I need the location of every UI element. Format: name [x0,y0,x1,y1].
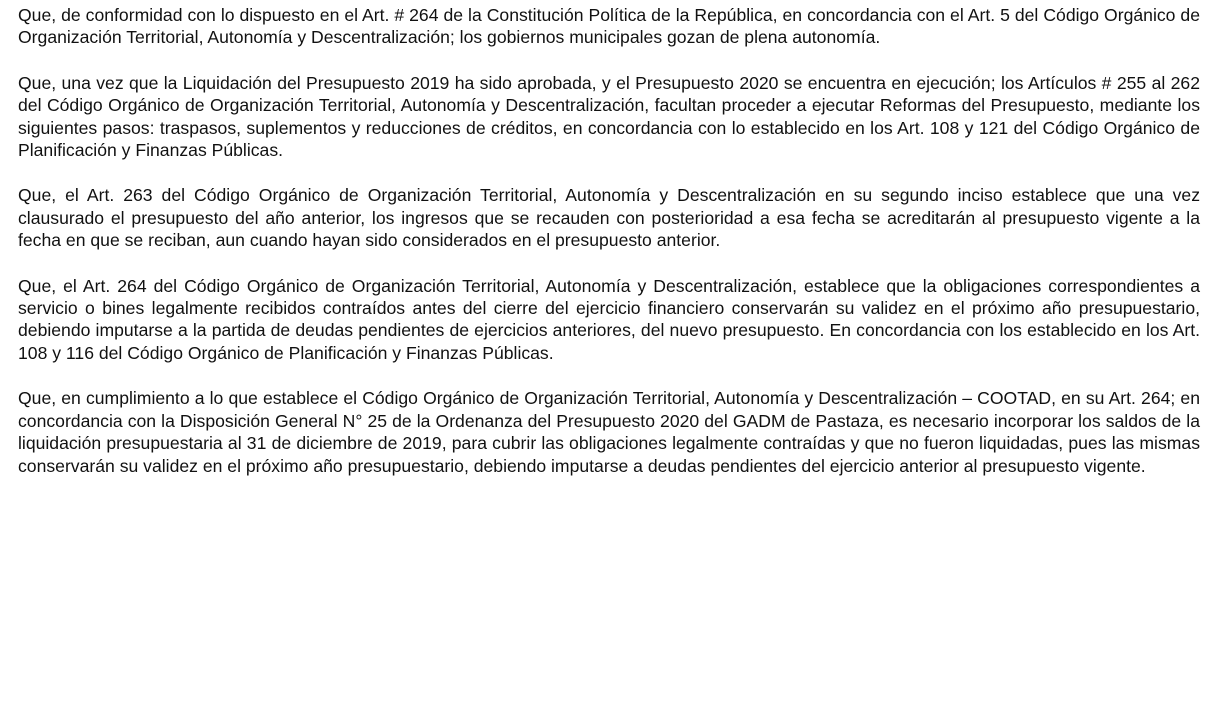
paragraph-autonomia: Que, de conformidad con lo dispuesto en el Art. # 264 de la Constitución Política de la República, en concordancia con el Art. 5 del Código Orgánico de Organización Territorial, Autonomía y Descentralización; los gobiernos municipales gozan de plena autonomía. [18,5,1200,48]
paragraph-reformas-presupuesto: Que, una vez que la Liquidación del Presupuesto 2019 ha sido aprobada, y el Presupuesto 2020 se encuentra en ejecución; los Artículos # 255 al 262 del Código Orgánico de Organización Territorial, Autonomía y Descentralización, facultan proceder a ejecutar Reformas del Presupuesto, mediante los siguientes pasos: traspasos, suplementos y reducciones de créditos, en concordancia con lo establecido en los Art. 108 y 121 del Código Orgánico de Planificación y Finanzas Públicas. [18,72,1200,161]
paragraph-art-263: Que, el Art. 263 del Código Orgánico de Organización Territorial, Autonomía y Descentralización en su segundo inciso establece que una vez clausurado el presupuesto del año anterior, los ingresos que se recauden con posterioridad a esa fecha se acreditarán al presupuesto vigente a la fecha en que se reciban, aun cuando hayan sido considerados en el presupuesto anterior. [18,185,1200,251]
paragraph-cumplimiento-cootad: Que, en cumplimiento a lo que establece el Código Orgánico de Organización Territorial, Autonomía y Descentralización – COOTAD, en su Art. 264; en concordancia con la Disposición General N° 25 de la Ordenanza del Presupuesto 2020 del GADM de Pastaza, es necesario incorporar los saldos de la liquidación presupuestaria al 31 de diciembre de 2019, para cubrir las obligaciones legalmente contraídas y que no fueron liquidadas, pues las mismas conservarán su validez en el próximo año presupuestario, debiendo imputarse a deudas pendientes del ejercicio anterior al presupuesto vigente. [18,388,1200,476]
paragraph-art-264: Que, el Art. 264 del Código Orgánico de Organización Territorial, Autonomía y Descentralización, establece que la obligaciones correspondientes a servicio o bines legalmente recibidos contraídos antes del cierre del ejercicio financiero conservarán su validez en el próximo año presupuestario, debiendo imputarse a la partida de deudas pendientes de ejercicios anteriores, del nuevo presupuesto. En concordancia con los establecido en los Art. 108 y 116 del Código Orgánico de Planificación y Finanzas Públicas. [18,275,1200,363]
